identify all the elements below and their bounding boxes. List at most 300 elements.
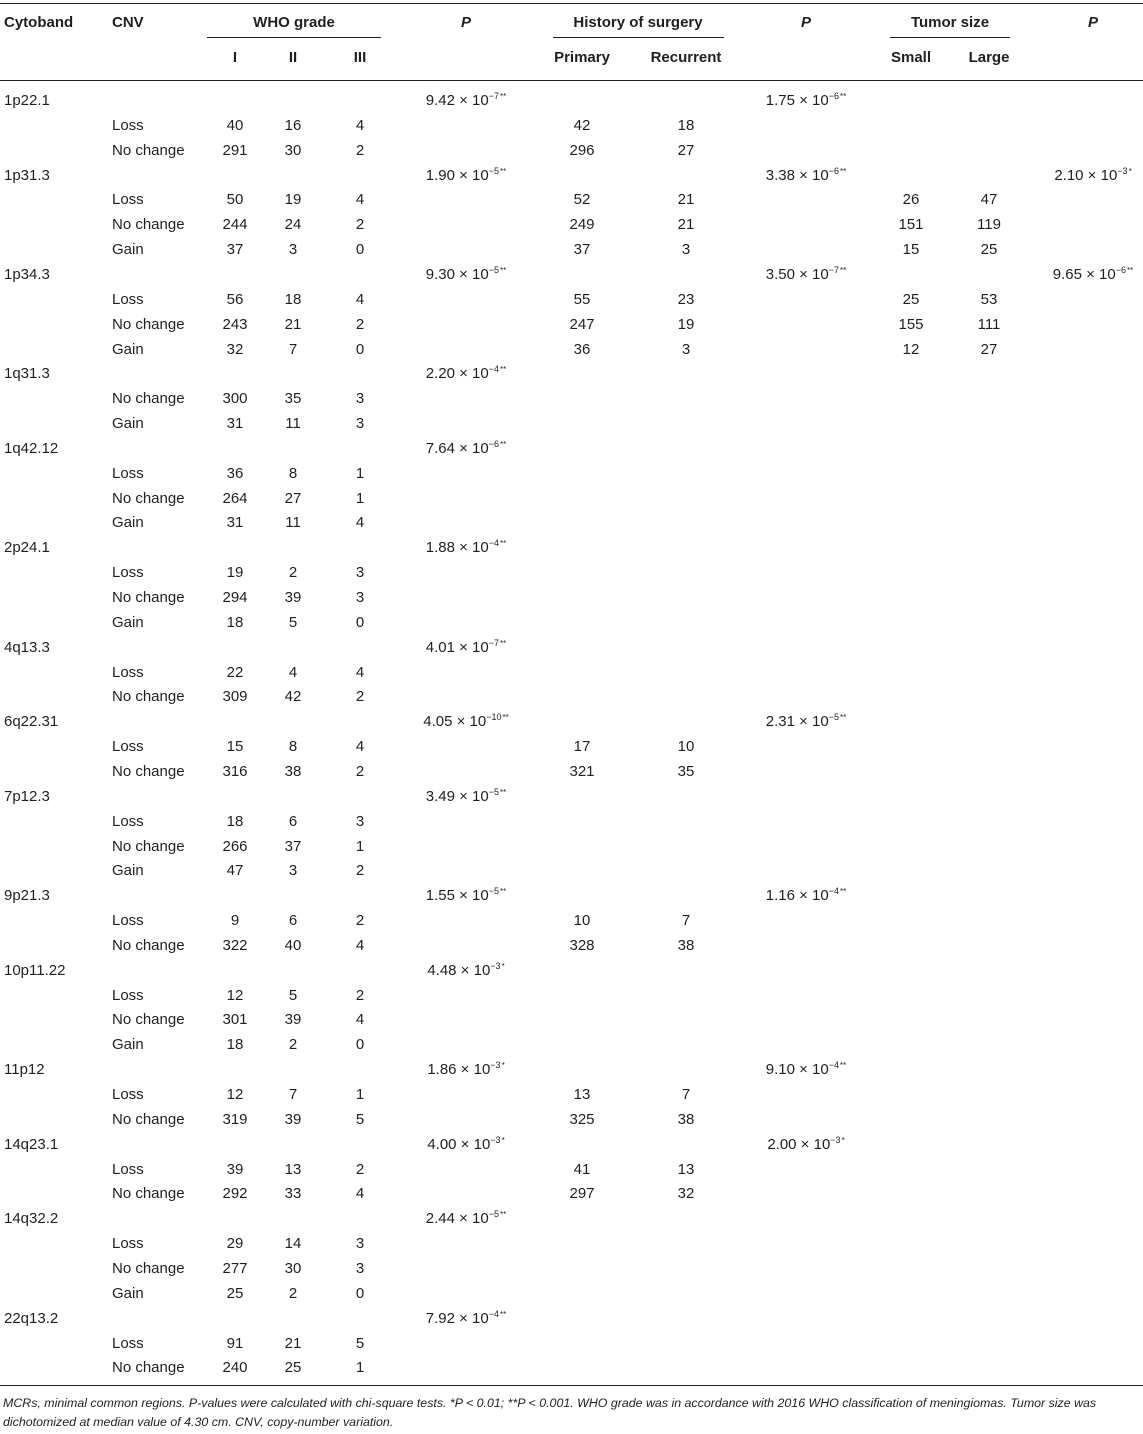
- p-value-p-surgery: [766, 262, 846, 287]
- cnv-label: No change: [112, 1260, 185, 1277]
- count-ii: 5: [288, 987, 298, 1004]
- count-small: 25: [902, 291, 920, 308]
- p-value-mantissa: 9.42 × 10: [425, 92, 489, 109]
- count-iii: 4: [355, 117, 365, 134]
- count-iii: 0: [355, 241, 365, 258]
- count-ii: 24: [284, 216, 302, 233]
- count-recurrent: 3: [681, 341, 691, 358]
- count-i: 47: [226, 862, 244, 879]
- top-rule: [0, 3, 1143, 4]
- count-ii: 8: [288, 738, 298, 755]
- header-tumor-size: Tumor size: [910, 14, 990, 31]
- table-row: [0, 337, 1143, 362]
- count-small: 26: [902, 191, 920, 208]
- cytoband-row: [0, 958, 1143, 983]
- header-history-of-surgery: History of surgery: [573, 14, 703, 31]
- cnv-label: Loss: [112, 117, 144, 134]
- cnv-label: Gain: [112, 1036, 144, 1053]
- p-value-exponent: −3: [490, 1135, 501, 1145]
- count-ii: 38: [284, 763, 302, 780]
- p-value-exponent: −7: [488, 91, 500, 101]
- cnv-label: Loss: [112, 987, 144, 1004]
- count-iii: 4: [355, 291, 365, 308]
- count-large: 27: [980, 341, 998, 358]
- count-recurrent: 3: [681, 241, 691, 258]
- cnv-label: No change: [112, 490, 185, 507]
- p-value-p-surgery: [766, 883, 846, 908]
- count-ii: 30: [284, 1260, 302, 1277]
- count-iii: 4: [355, 514, 365, 531]
- p-value-exponent: −6: [488, 439, 500, 449]
- cnv-label: Gain: [112, 241, 144, 258]
- p-value-p-who: [426, 1206, 506, 1231]
- p-value-p-size: [1053, 262, 1133, 287]
- count-ii: 25: [284, 1359, 302, 1376]
- p-value-p-surgery: [766, 163, 846, 188]
- count-iii: 0: [355, 1036, 365, 1053]
- p-value-mantissa: 1.55 × 10: [425, 887, 489, 904]
- cnv-label: Gain: [112, 341, 144, 358]
- p-value-mantissa: 2.20 × 10: [425, 365, 489, 382]
- count-i: 36: [226, 465, 244, 482]
- count-primary: 13: [573, 1086, 591, 1103]
- cnv-label: Loss: [112, 1161, 144, 1178]
- p-value-p-who: [426, 262, 506, 287]
- count-i: 18: [226, 813, 244, 830]
- cytoband-row: [0, 1057, 1143, 1082]
- count-iii: 2: [355, 142, 365, 159]
- p-value-exponent: −4: [828, 886, 840, 896]
- count-ii: 4: [288, 664, 298, 681]
- p-value-mantissa: 1.75 × 10: [765, 92, 829, 109]
- p-value-mantissa: 4.01 × 10: [425, 639, 489, 656]
- count-small: 151: [898, 216, 924, 233]
- cytoband-label: 9p21.3: [4, 887, 50, 904]
- count-i: 37: [226, 241, 244, 258]
- cytoband-label: 10p11.22: [4, 962, 66, 979]
- count-recurrent: 7: [681, 912, 691, 929]
- p-value-p-who: [426, 88, 506, 113]
- table-row: [0, 461, 1143, 486]
- p-value-mantissa: 3.38 × 10: [765, 167, 829, 184]
- p-value-mantissa: 9.10 × 10: [765, 1061, 829, 1078]
- cytoband-label: 7p12.3: [4, 788, 50, 805]
- count-ii: 11: [285, 415, 301, 432]
- cnv-label: Loss: [112, 191, 144, 208]
- count-i: 322: [222, 937, 248, 954]
- count-iii: 1: [355, 838, 365, 855]
- table-row: [0, 834, 1143, 859]
- count-i: 291: [222, 142, 248, 159]
- cnv-label: No change: [112, 589, 185, 606]
- count-ii: 11: [285, 514, 301, 531]
- surgery-underline: [553, 37, 724, 38]
- p-value-p-who: [423, 709, 509, 734]
- cytoband-label: 1p34.3: [4, 266, 50, 283]
- count-ii: 39: [284, 1111, 302, 1128]
- p-value-exponent: −7: [828, 265, 840, 275]
- header-cnv: CNV: [112, 14, 144, 31]
- count-i: 19: [226, 564, 244, 581]
- p-value-exponent: −7: [488, 638, 500, 648]
- count-small: 12: [902, 341, 920, 358]
- count-primary: 10: [573, 912, 591, 929]
- count-i: 15: [226, 738, 244, 755]
- count-recurrent: 38: [677, 1111, 695, 1128]
- cytoband-label: 2p24.1: [4, 539, 50, 556]
- cytoband-row: [0, 262, 1143, 287]
- count-ii: 39: [284, 589, 302, 606]
- table-row: [0, 113, 1143, 138]
- count-primary: 17: [573, 738, 591, 755]
- table-row: [0, 386, 1143, 411]
- count-recurrent: 7: [681, 1086, 691, 1103]
- count-i: 12: [226, 987, 244, 1004]
- cnv-label: No change: [112, 937, 185, 954]
- count-i: 18: [226, 614, 244, 631]
- cnv-label: Loss: [112, 465, 144, 482]
- count-recurrent: 10: [677, 738, 695, 755]
- table-row: [0, 1107, 1143, 1132]
- p-value-exponent: −10: [486, 712, 502, 722]
- count-i: 31: [226, 514, 244, 531]
- p-value-significance-stars: **: [840, 887, 847, 896]
- count-primary: 52: [573, 191, 591, 208]
- count-i: 9: [230, 912, 240, 929]
- count-i: 316: [222, 763, 248, 780]
- table-row: [0, 983, 1143, 1008]
- p-value-p-size: [1054, 163, 1131, 188]
- table-row: [0, 1032, 1143, 1057]
- cytoband-label: 1q42.12: [4, 440, 59, 457]
- count-ii: 3: [288, 862, 298, 879]
- p-value-mantissa: 9.65 × 10: [1052, 266, 1116, 283]
- p-value-exponent: −4: [488, 538, 500, 548]
- table-row: [0, 560, 1143, 585]
- count-iii: 0: [355, 341, 365, 358]
- cnv-label: Loss: [112, 1086, 144, 1103]
- p-value-mantissa: 2.31 × 10: [765, 713, 829, 730]
- count-large: 111: [977, 316, 1001, 333]
- count-ii: 27: [284, 490, 302, 507]
- count-ii: 35: [284, 390, 302, 407]
- count-i: 31: [226, 415, 244, 432]
- header-grade-i: I: [232, 49, 238, 66]
- table-row: [0, 187, 1143, 212]
- count-recurrent: 35: [677, 763, 695, 780]
- cnv-label: No change: [112, 838, 185, 855]
- p-value-exponent: −5: [488, 787, 500, 797]
- count-i: 300: [222, 390, 248, 407]
- header-primary: Primary: [554, 49, 610, 66]
- p-value-p-surgery: [766, 1057, 846, 1082]
- count-iii: 0: [355, 1285, 365, 1302]
- cytoband-row: [0, 883, 1143, 908]
- count-i: 309: [222, 688, 248, 705]
- cnv-label: Gain: [112, 514, 144, 531]
- count-ii: 3: [288, 241, 298, 258]
- count-recurrent: 23: [677, 291, 695, 308]
- count-ii: 33: [284, 1185, 302, 1202]
- p-value-significance-stars: **: [1127, 266, 1134, 275]
- count-i: 264: [222, 490, 248, 507]
- table-row: [0, 610, 1143, 635]
- p-value-p-who: [426, 883, 506, 908]
- count-primary: 325: [569, 1111, 595, 1128]
- count-ii: 14: [284, 1235, 302, 1252]
- p-value-mantissa: 2.44 × 10: [425, 1210, 489, 1227]
- p-value-exponent: −5: [488, 1209, 500, 1219]
- table-row: [0, 858, 1143, 883]
- p-value-p-who: [427, 958, 504, 983]
- cnv-label: No change: [112, 390, 185, 407]
- tumor-size-underline: [890, 37, 1010, 38]
- table-footnote: MCRs, minimal common regions. P-values were calculated with chi-square tests. *P < 0.01; **P < 0.001. WHO grade was in accordance with 2016 WHO classification of meningiomas. Tumor size was dichotomized at median value of 4.30 cm. CNV, copy-number variation.: [3, 1396, 1097, 1429]
- count-i: 29: [226, 1235, 244, 1252]
- count-i: 22: [226, 664, 244, 681]
- count-i: 277: [222, 1260, 248, 1277]
- count-ii: 2: [288, 1285, 298, 1302]
- count-primary: 321: [569, 763, 595, 780]
- p-value-mantissa: 7.92 × 10: [425, 1310, 489, 1327]
- table-row: [0, 684, 1143, 709]
- cnv-label: Gain: [112, 614, 144, 631]
- p-value-mantissa: 3.49 × 10: [425, 788, 489, 805]
- cnv-label: Gain: [112, 1285, 144, 1302]
- cnv-label: No change: [112, 316, 185, 333]
- count-iii: 2: [355, 912, 365, 929]
- p-value-mantissa: 1.90 × 10: [425, 167, 489, 184]
- count-iii: 1: [355, 490, 365, 507]
- cnv-label: Loss: [112, 738, 144, 755]
- cnv-label: Loss: [112, 564, 144, 581]
- p-value-exponent: −6: [828, 91, 840, 101]
- p-value-mantissa: 1.86 × 10: [427, 1061, 491, 1078]
- count-primary: 55: [573, 291, 591, 308]
- cytoband-label: 6q22.31: [4, 713, 59, 730]
- header-large: Large: [968, 49, 1010, 66]
- count-ii: 39: [284, 1011, 302, 1028]
- count-i: 319: [222, 1111, 248, 1128]
- count-iii: 2: [355, 316, 365, 333]
- p-value-exponent: −5: [488, 886, 500, 896]
- count-primary: 249: [569, 216, 595, 233]
- count-ii: 42: [284, 688, 302, 705]
- p-value-p-who: [427, 1057, 504, 1082]
- p-value-significance-stars: **: [500, 887, 507, 896]
- count-ii: 21: [284, 1335, 302, 1352]
- count-ii: 16: [284, 117, 302, 134]
- count-iii: 3: [355, 813, 365, 830]
- p-value-exponent: −4: [488, 1309, 500, 1319]
- table-row: [0, 908, 1143, 933]
- header-recurrent: Recurrent: [650, 49, 722, 66]
- count-iii: 4: [355, 738, 365, 755]
- p-value-significance-stars: **: [840, 92, 847, 101]
- cnv-label: Gain: [112, 862, 144, 879]
- count-iii: 5: [355, 1335, 365, 1352]
- p-value-exponent: −3: [830, 1135, 841, 1145]
- p-value-exponent: −3: [1117, 166, 1128, 176]
- p-value-mantissa: 2.10 × 10: [1054, 167, 1118, 184]
- table-row: [0, 1082, 1143, 1107]
- p-value-mantissa: 4.00 × 10: [427, 1136, 491, 1153]
- count-ii: 2: [288, 564, 298, 581]
- header-p-surgery: P: [800, 14, 812, 31]
- table-row: [0, 138, 1143, 163]
- count-i: 18: [226, 1036, 244, 1053]
- count-large: 25: [980, 241, 998, 258]
- count-i: 39: [226, 1161, 244, 1178]
- table-row: [0, 287, 1143, 312]
- p-value-significance-stars: **: [500, 539, 507, 548]
- count-iii: 2: [355, 763, 365, 780]
- cytoband-row: [0, 635, 1143, 660]
- table-row: [0, 510, 1143, 535]
- cnv-label: Loss: [112, 1335, 144, 1352]
- p-value-p-surgery: [767, 1132, 844, 1157]
- count-iii: 4: [355, 1185, 365, 1202]
- table-row: [0, 1355, 1143, 1380]
- header-who-grade: WHO grade: [253, 14, 335, 31]
- table-row: [0, 1256, 1143, 1281]
- count-primary: 41: [573, 1161, 591, 1178]
- cnv-label: No change: [112, 142, 185, 159]
- count-iii: 3: [355, 390, 365, 407]
- cnv-label: No change: [112, 1185, 185, 1202]
- who-grade-underline: [207, 37, 381, 38]
- count-recurrent: 19: [677, 316, 695, 333]
- table-row: [0, 759, 1143, 784]
- count-small: 155: [898, 316, 924, 333]
- p-value-significance-stars: **: [500, 167, 507, 176]
- count-i: 91: [226, 1335, 244, 1352]
- count-iii: 2: [355, 862, 365, 879]
- cytoband-row: [0, 1206, 1143, 1231]
- count-i: 56: [226, 291, 244, 308]
- count-ii: 19: [284, 191, 302, 208]
- count-iii: 1: [355, 465, 365, 482]
- table-row: [0, 1181, 1143, 1206]
- count-i: 301: [222, 1011, 248, 1028]
- count-ii: 2: [288, 1036, 298, 1053]
- p-value-p-who: [426, 163, 506, 188]
- count-primary: 36: [573, 341, 591, 358]
- count-ii: 40: [284, 937, 302, 954]
- p-value-mantissa: 1.88 × 10: [425, 539, 489, 556]
- count-ii: 7: [288, 1086, 298, 1103]
- p-value-significance-stars: **: [500, 1310, 507, 1319]
- count-large: 53: [980, 291, 998, 308]
- count-iii: 3: [355, 415, 365, 432]
- table-row: [0, 1157, 1143, 1182]
- p-value-p-surgery: [766, 709, 846, 734]
- header-grade-ii: II: [288, 49, 298, 66]
- cytoband-label: 14q32.2: [4, 1210, 59, 1227]
- p-value-exponent: −5: [488, 265, 500, 275]
- count-iii: 2: [355, 688, 365, 705]
- count-primary: 297: [569, 1185, 595, 1202]
- p-value-mantissa: 7.64 × 10: [425, 440, 489, 457]
- count-i: 25: [226, 1285, 244, 1302]
- count-iii: 4: [355, 1011, 365, 1028]
- table-row: [0, 411, 1143, 436]
- count-ii: 5: [288, 614, 298, 631]
- count-i: 243: [222, 316, 248, 333]
- table-row: [0, 585, 1143, 610]
- count-small: 15: [902, 241, 920, 258]
- table-row: [0, 312, 1143, 337]
- cnv-label: No change: [112, 1111, 185, 1128]
- table-row: [0, 809, 1143, 834]
- count-i: 294: [222, 589, 248, 606]
- count-iii: 2: [355, 216, 365, 233]
- p-value-p-who: [426, 535, 506, 560]
- count-recurrent: 21: [677, 216, 695, 233]
- count-i: 266: [222, 838, 248, 855]
- count-i: 32: [226, 341, 244, 358]
- count-iii: 4: [355, 937, 365, 954]
- table-row: [0, 1281, 1143, 1306]
- cytoband-row: [0, 361, 1143, 386]
- header-cytoband: Cytoband: [4, 14, 74, 31]
- count-iii: 1: [355, 1086, 365, 1103]
- count-i: 292: [222, 1185, 248, 1202]
- p-value-significance-stars: **: [500, 1210, 507, 1219]
- count-ii: 13: [284, 1161, 302, 1178]
- p-value-exponent: −6: [1115, 265, 1127, 275]
- count-iii: 3: [355, 589, 365, 606]
- table-row: [0, 933, 1143, 958]
- p-value-significance-stars: **: [840, 1061, 847, 1070]
- count-primary: 42: [573, 117, 591, 134]
- p-value-p-surgery: [766, 88, 846, 113]
- count-primary: 37: [573, 241, 591, 258]
- cytoband-row: [0, 1306, 1143, 1331]
- cytoband-row: [0, 709, 1143, 734]
- table-row: [0, 237, 1143, 262]
- count-ii: 21: [284, 316, 302, 333]
- count-recurrent: 38: [677, 937, 695, 954]
- p-value-mantissa: 2.00 × 10: [767, 1136, 831, 1153]
- count-iii: 3: [355, 1260, 365, 1277]
- count-i: 240: [222, 1359, 248, 1376]
- p-value-significance-stars: *: [841, 1136, 845, 1145]
- cytoband-label: 1p22.1: [4, 92, 50, 109]
- table-row: [0, 212, 1143, 237]
- cytoband-row: [0, 784, 1143, 809]
- p-value-significance-stars: **: [500, 365, 507, 374]
- p-value-mantissa: 4.48 × 10: [427, 962, 491, 979]
- cnv-label: Loss: [112, 813, 144, 830]
- p-value-p-who: [426, 784, 506, 809]
- table-row: [0, 486, 1143, 511]
- p-value-mantissa: 3.50 × 10: [765, 266, 829, 283]
- count-large: 47: [980, 191, 998, 208]
- p-value-mantissa: 1.16 × 10: [765, 887, 829, 904]
- cytoband-label: 1p31.3: [4, 167, 50, 184]
- cytoband-label: 11p12: [4, 1061, 45, 1078]
- count-ii: 30: [284, 142, 302, 159]
- count-i: 12: [226, 1086, 244, 1103]
- header-bottom-rule: [0, 80, 1143, 81]
- table-row: [0, 1231, 1143, 1256]
- p-value-exponent: −3: [490, 1060, 501, 1070]
- p-value-significance-stars: *: [501, 1136, 505, 1145]
- p-value-exponent: −4: [828, 1060, 840, 1070]
- cnv-label: Loss: [112, 1235, 144, 1252]
- cnv-label: No change: [112, 1011, 185, 1028]
